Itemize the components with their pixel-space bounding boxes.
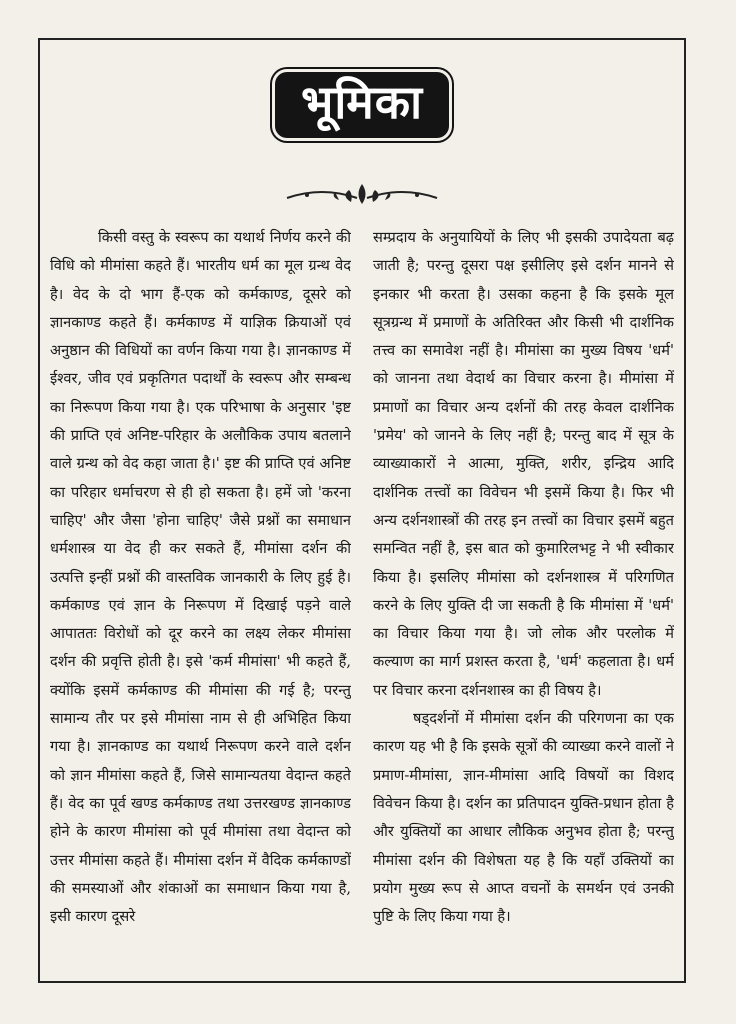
text-columns bbox=[50, 224, 674, 931]
left-column bbox=[50, 224, 351, 931]
right-paragraph-1: सम्प्रदाय के अनुयायियों के लिए भी इसकी उपादेयता बढ़ जाती है; परन्तु दूसरा पक्ष इसीलिए इसे दर्शन मानने से इनकार भी करता है। उसका कहना है कि इसके मूल सूत्रग्रन्थ में प्रमाणों के अतिरिक्त और किसी भी दार्शनिक तत्त्व का समावेश नहीं है। मीमांसा का मुख्य विषय 'धर्म' को जानना तथा वेदार्थ का विचार करना है। मीमांसा में प्रमाणों का विचार अन्य दर्शनों की तरह केवल दार्शनिक 'प्रमेय' को जानने के लिए नहीं है; परन्तु बाद में सूत्र के व्याख्याकारों ने आत्मा, मुक्ति, शरीर, इन्द्रिय आदि दार्शनिक तत्त्वों का विवेचन भी इसमें किया है। फिर भी अन्य दर्शनशास्त्रों की तरह इन तत्त्वों का विचार इसमें बहुत समन्वित नहीं है, इस बात को कुमारिलभट्ट ने भी स्वीकार किया है। इसलिए मीमांसा को दर्शनशास्त्र में परिगणित करने के लिए युक्ति दी जा सकती है कि मीमांसा में 'धर्म' का विचार किया गया है। जो लोक और परलोक में कल्याण का मार्ग प्रशस्त करता है, 'धर्म' कहलाता है। धर्म पर विचार करना दर्शनशास्त्र का ही विषय है। bbox=[373, 229, 674, 699]
right-paragraph-2: षड्दर्शनों में मीमांसा दर्शन की परिगणना का एक कारण यह भी है कि इसके सूत्रों की व्याख्या करने वालों ने प्रमाण-मीमांसा, ज्ञान-मीमांसा आदि विषयों का विशद विवेचन किया है। दर्शन का प्रतिपादन युक्ति-प्रधान होता है और युक्तियों का आधार लौकिक अनुभव होता है; परन्तु मीमांसा दर्शन की विशेषता यह है कि यहाँ उक्तियों का प्रयोग मुख्य रूप से आप्त वचनों के समर्थन एवं उनकी पुष्टि के लिए किया गया है। bbox=[373, 710, 674, 926]
right-column bbox=[373, 224, 674, 931]
leaf-flourish-icon bbox=[40, 182, 684, 208]
left-paragraph: किसी वस्तु के स्वरूप का यथार्थ निर्णय करने की विधि को मीमांसा कहते हैं। भारतीय धर्म का मूल ग्रन्थ वेद है। वेद के दो भाग हैं-एक को कर्मकाण्ड, दूसरे को ज्ञानकाण्ड कहते हैं। कर्मकाण्ड में याज्ञिक क्रियाओं एवं अनुष्ठान की विधियों का वर्णन किया गया है। ज्ञानकाण्ड में ईश्वर, जीव एवं प्रकृतिगत पदार्थों के स्वरूप और सम्बन्ध का निरूपण किया गया है। एक परिभाषा के अनुसार 'इष्ट की प्राप्ति एवं अनिष्ट-परिहार के अलौकिक उपाय बतलाने वाले ग्रन्थ को वेद कहा जाता है।' इष्ट की प्राप्ति एवं अनिष्ट का परिहार धर्माचरण से ही हो सकता है। हमें जो 'करना चाहिए' और जैसा 'होना चाहिए' जैसे प्रश्नों का समाधान धर्मशास्त्र या वेद ही कर सकते हैं, मीमांसा दर्शन की उत्पत्ति इन्हीं प्रश्नों की वास्तविक जानकारी के लिए हुई है। कर्मकाण्ड एवं ज्ञान के निरूपण में दिखाई पड़ने वाले आपाततः विरोधों को दूर करने का लक्ष्य लेकर मीमांसा दर्शन की प्रवृत्ति होती है। इसे 'कर्म मीमांसा' भी कहते हैं, क्योंकि इसमें कर्मकाण्ड की मीमांसा की गई है; परन्तु सामान्य तौर पर इसे मीमांसा नाम से ही अभिहित किया गया है। ज्ञानकाण्ड का यथार्थ निरूपण करने वाले दर्शन को ज्ञान मीमांसा कहते हैं, जिसे सामान्यतया वेदान्त कहते हैं। वेद का पूर्व खण्ड कर्मकाण्ड तथा उत्तरखण्ड ज्ञानकाण्ड होने के कारण मीमांसा को पूर्व मीमांसा तथा वेदान्त को उत्तर मीमांसा कहते हैं। मीमांसा दर्शन में वैदिक कर्मकाण्डों की समस्याओं और शंकाओं का समाधान किया गया है, इसी कारण दूसरे bbox=[50, 229, 351, 926]
title-banner bbox=[40, 72, 684, 138]
page-title: भूमिका bbox=[275, 72, 449, 138]
page-border bbox=[38, 38, 686, 983]
